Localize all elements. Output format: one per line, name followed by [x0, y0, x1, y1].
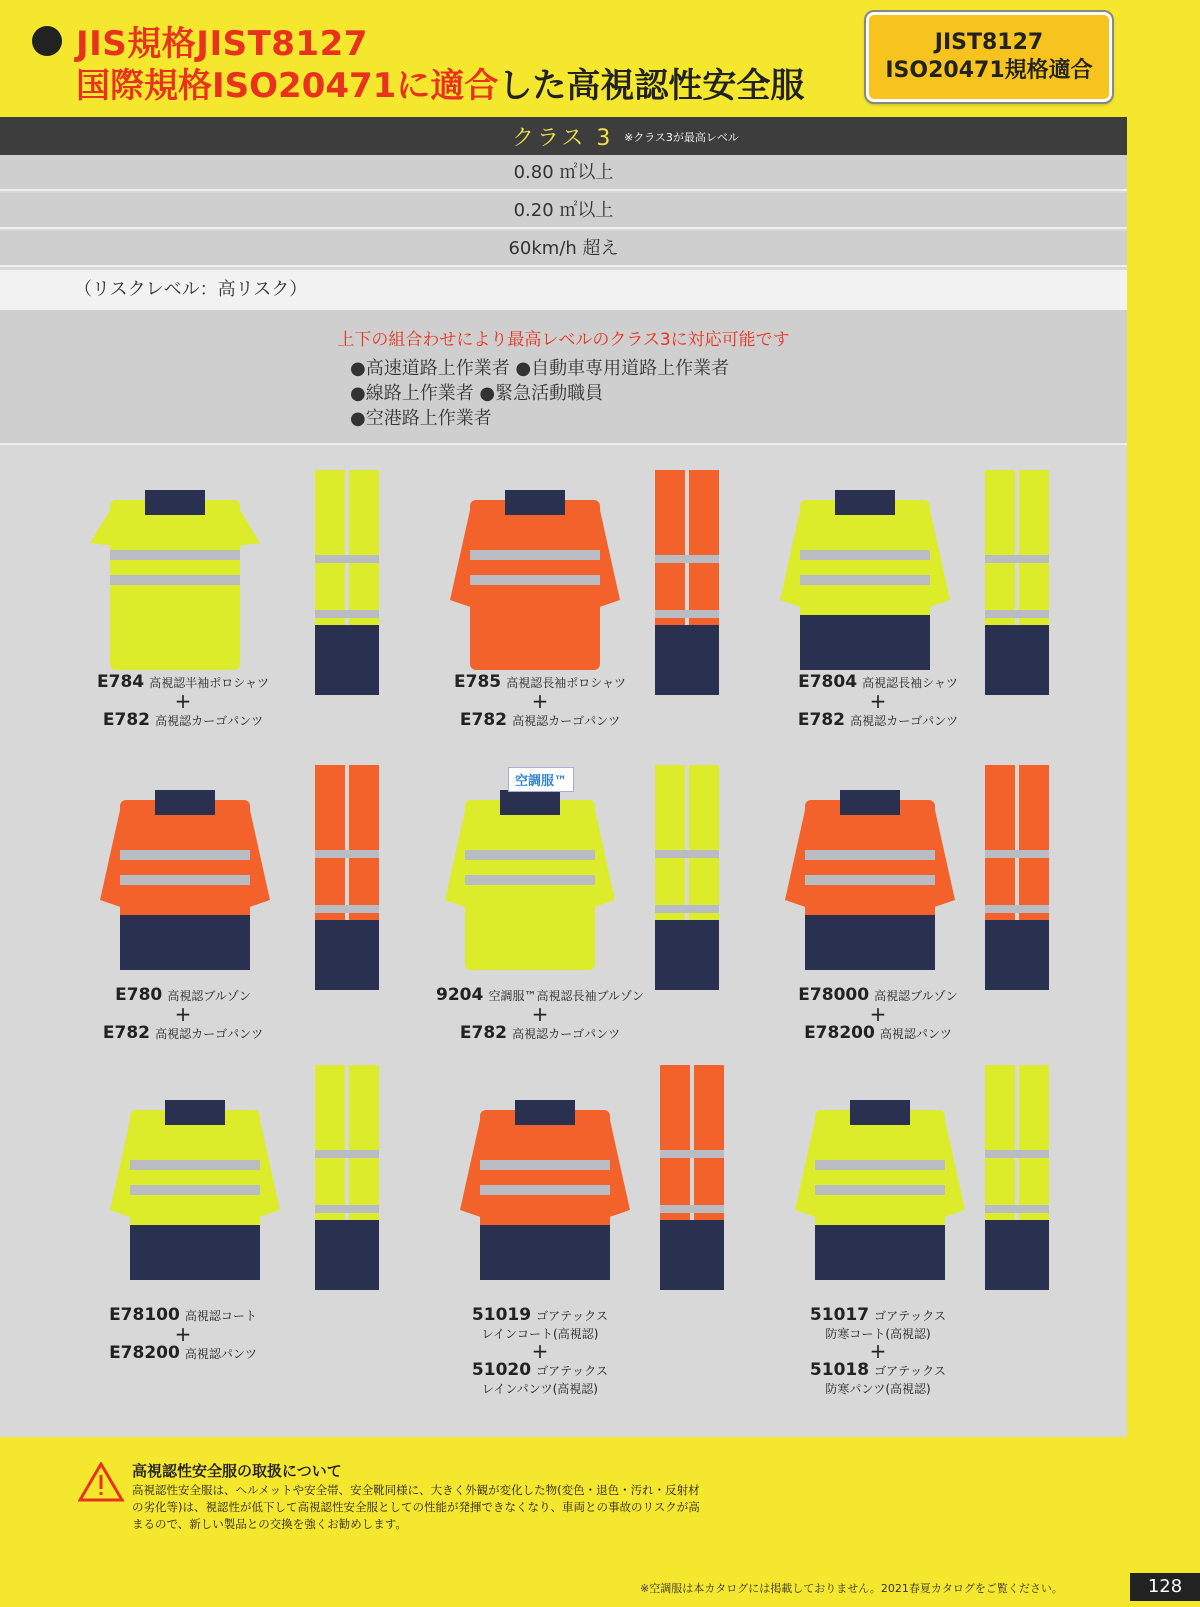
garment-collar: [165, 1100, 225, 1125]
usage-title: 上下の組合わせにより最高レベルのクラス3に対応可能です: [337, 330, 790, 350]
product-code: E782: [102, 1023, 150, 1043]
product-name: 高視認カーゴパンツ: [512, 714, 621, 728]
pant-hem: [315, 920, 379, 990]
product-code: E7804: [798, 672, 858, 692]
spec-row: 60km/h 超え: [0, 231, 1127, 267]
footer-note: ※空調服は本カタログには掲載しておりません。2021春夏カタログをご覧ください。: [640, 1582, 1063, 1595]
reflective-stripe: [120, 875, 250, 885]
reflective-stripe: [315, 1150, 379, 1158]
pant-hem: [985, 920, 1049, 990]
garment-hem: [800, 615, 930, 670]
title-bullet-icon: [32, 26, 62, 56]
pant-hem: [660, 1220, 724, 1290]
aircon-tag: 空調服™: [508, 767, 574, 792]
product-name: 高視認カーゴパンツ: [850, 714, 959, 728]
reflective-stripe: [315, 610, 379, 618]
plus-sign: +: [869, 1339, 887, 1363]
reflective-stripe: [815, 1185, 945, 1195]
product-name: 高視認カーゴパンツ: [155, 714, 264, 728]
reflective-stripe: [110, 575, 240, 585]
bottom-item-sub: 防寒パンツ(高視認): [825, 1382, 931, 1396]
reflective-stripe: [985, 1150, 1049, 1158]
product-code: E78200: [109, 1343, 180, 1363]
class-label: クラス 3: [512, 126, 614, 151]
reflective-stripe: [800, 550, 930, 560]
pant-hem: [315, 625, 379, 695]
page-title-line1: JIS規格JIST8127: [76, 24, 368, 64]
reflective-stripe: [465, 850, 595, 860]
garment-collar: [500, 790, 560, 815]
plus-sign: +: [869, 1002, 887, 1026]
garment-hem: [815, 1225, 945, 1280]
warning-title: 高視認性安全服の取扱について: [132, 1462, 342, 1480]
plus-sign: +: [174, 1322, 192, 1346]
product-code: E785: [454, 672, 502, 692]
reflective-stripe: [130, 1160, 260, 1170]
product-caption: [768, 1305, 988, 1397]
title-black-part: した高視認性安全服: [498, 66, 805, 106]
product-code: E78100: [109, 1305, 180, 1325]
reflective-stripe: [120, 850, 250, 860]
bottom-item: [768, 1023, 988, 1043]
reflective-stripe: [130, 1185, 260, 1195]
product-name: 高視認カーゴパンツ: [155, 1027, 264, 1041]
reflective-stripe: [985, 905, 1049, 913]
plus-sign: +: [531, 1002, 549, 1026]
reflective-stripe: [315, 1205, 379, 1213]
reflective-stripe: [985, 1205, 1049, 1213]
reflective-stripe: [655, 610, 719, 618]
warning-text: 高視認性安全服は、ヘルメットや安全帯、安全靴同様に、大きく外観が変化した物(変色・退色・汚れ・反射材の劣化等)は、視認性が低下して高視認性安全服としての性能が発揮できなくなり、車両との事故のリスクが高まるので、新しい製品との交換を強くお勧めします。: [132, 1483, 700, 1531]
garment-collar: [145, 490, 205, 515]
garment-hem: [130, 1225, 260, 1280]
product-name: ゴアテックス: [536, 1364, 609, 1378]
plus-sign: +: [174, 1002, 192, 1026]
garment-collar: [155, 790, 215, 815]
usage-line: ●空港路上作業者: [350, 408, 492, 429]
reflective-stripe: [660, 1150, 724, 1158]
reflective-stripe: [465, 875, 595, 885]
bottom-item: [73, 1023, 293, 1043]
pant-hem: [985, 1220, 1049, 1290]
standard-badge: [866, 12, 1112, 102]
reflective-stripe: [815, 1160, 945, 1170]
bottom-item: [73, 710, 293, 730]
product-code: 51017: [809, 1305, 870, 1325]
product-name: 高視認ブルゾン: [167, 989, 251, 1003]
product-name: 空調服™高視認長袖ブルゾン: [488, 989, 644, 1003]
top-item: [768, 1305, 988, 1325]
pant-hem: [315, 1220, 379, 1290]
reflective-stripe: [655, 905, 719, 913]
plus-sign: +: [869, 689, 887, 713]
reflective-stripe: [805, 875, 935, 885]
product-code: 51019: [471, 1305, 532, 1325]
garment-hem: [805, 915, 935, 970]
reflective-stripe: [110, 550, 240, 560]
reflective-stripe: [480, 1185, 610, 1195]
garment-collar: [840, 790, 900, 815]
top-item-sub: 防寒コート(高視認): [825, 1327, 931, 1341]
product-code: 51020: [471, 1360, 532, 1380]
risk-level: （リスクレベル：高リスク）: [0, 270, 1127, 310]
reflective-stripe: [985, 610, 1049, 618]
product-name: 高視認半袖ポロシャツ: [149, 676, 269, 690]
product-caption: [768, 672, 988, 730]
usage-line: ●線路上作業者 ●緊急活動職員: [350, 383, 604, 404]
reflective-stripe: [470, 550, 600, 560]
garment-collar: [515, 1100, 575, 1125]
reflective-stripe: [985, 555, 1049, 563]
product-caption: [768, 985, 988, 1043]
product-caption: [430, 1305, 650, 1397]
garment-hem: [480, 1225, 610, 1280]
plus-sign: +: [531, 689, 549, 713]
product-code: 9204: [436, 985, 484, 1005]
warning-icon: [78, 1462, 124, 1502]
bottom-item: [768, 1360, 988, 1380]
garment-collar: [505, 490, 565, 515]
top-item: [430, 1305, 650, 1325]
product-name: 高視認パンツ: [184, 1347, 257, 1361]
title-red-part: 国際規格ISO20471に適合: [76, 66, 499, 106]
bottom-item: [73, 1343, 293, 1363]
product-code: E780: [115, 985, 163, 1005]
product-name: 高視認長袖ポロシャツ: [506, 676, 626, 690]
product-code: E782: [459, 1023, 507, 1043]
product-name: 高視認ブルゾン: [874, 989, 958, 1003]
reflective-stripe: [800, 575, 930, 585]
garment-collar: [835, 490, 895, 515]
pant-hem: [655, 920, 719, 990]
product-name: 高視認長袖シャツ: [862, 676, 958, 690]
reflective-stripe: [315, 850, 379, 858]
page-title-line2: [76, 58, 804, 107]
badge-line1: JIST8127: [934, 30, 1044, 55]
product-code: E782: [459, 710, 507, 730]
top-item-sub: レインコート(高視認): [481, 1327, 599, 1341]
product-code: E782: [102, 710, 150, 730]
product-code: E782: [797, 710, 845, 730]
plus-sign: +: [531, 1339, 549, 1363]
reflective-stripe: [805, 850, 935, 860]
class-note: ※クラス3が最高レベル: [624, 131, 739, 144]
product-code: E78200: [804, 1023, 875, 1043]
reflective-stripe: [470, 575, 600, 585]
product-caption: [73, 672, 293, 730]
spec-row: 0.80 ㎡以上: [0, 155, 1127, 191]
bottom-item: [430, 710, 650, 730]
pant-hem: [985, 625, 1049, 695]
product-code: E784: [97, 672, 145, 692]
reflective-stripe: [660, 1205, 724, 1213]
badge-line2: ISO20471規格適合: [885, 58, 1093, 83]
bottom-item: [430, 1360, 650, 1380]
plus-sign: +: [174, 689, 192, 713]
reflective-stripe: [655, 850, 719, 858]
product-caption: [73, 1305, 293, 1363]
product-code: E78000: [798, 985, 870, 1005]
bottom-item: [430, 1023, 650, 1043]
usage-line: ●高速道路上作業者 ●自動車専用道路上作業者: [350, 358, 730, 379]
reflective-stripe: [655, 555, 719, 563]
garment-hem: [120, 915, 250, 970]
product-name: ゴアテックス: [536, 1309, 609, 1323]
product-name: 高視認カーゴパンツ: [512, 1027, 621, 1041]
page-number: 128: [1130, 1573, 1200, 1601]
pant-hem: [655, 625, 719, 695]
product-name: ゴアテックス: [874, 1364, 947, 1378]
class-header: [0, 117, 1127, 155]
garment-collar: [850, 1100, 910, 1125]
reflective-stripe: [315, 555, 379, 563]
reflective-stripe: [480, 1160, 610, 1170]
spec-row: 0.20 ㎡以上: [0, 193, 1127, 229]
product-name: 高視認コート: [184, 1309, 257, 1323]
product-caption: [430, 985, 650, 1043]
reflective-stripe: [315, 905, 379, 913]
product-caption: [430, 672, 650, 730]
product-code: 51018: [809, 1360, 870, 1380]
reflective-stripe: [985, 850, 1049, 858]
bottom-item-sub: レインパンツ(高視認): [482, 1382, 598, 1396]
bottom-item: [768, 710, 988, 730]
product-name: 高視認パンツ: [879, 1027, 952, 1041]
product-name: ゴアテックス: [874, 1309, 947, 1323]
product-caption: [73, 985, 293, 1043]
